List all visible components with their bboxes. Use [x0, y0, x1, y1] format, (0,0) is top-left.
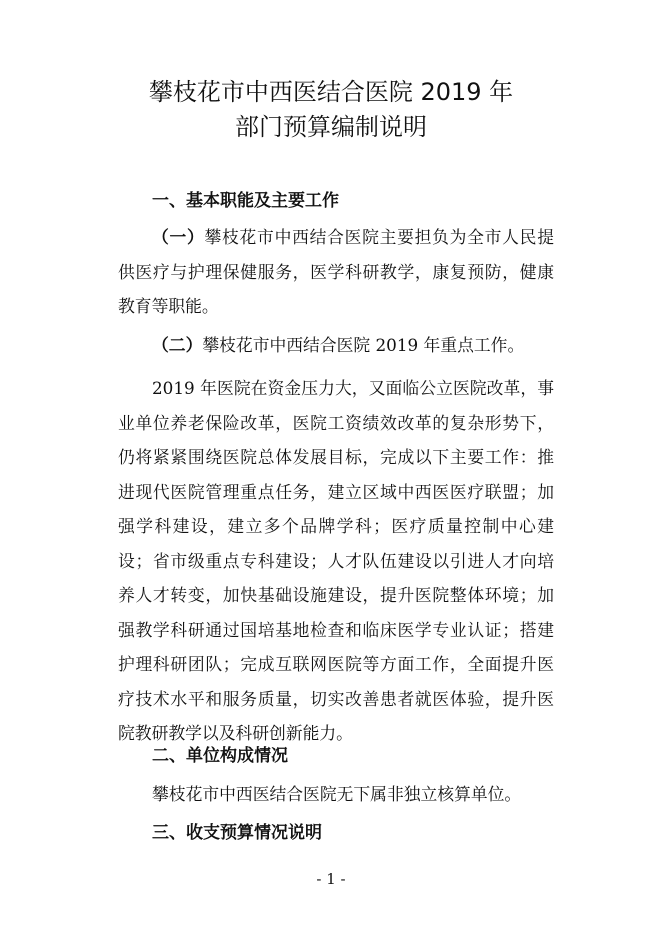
paragraph-functions-text: 攀枝花市中西结合医院主要担负为全市人民提供医疗与护理保健服务，医学科研教学，康复预防，健康教育等职能。 — [118, 227, 554, 316]
sub-label-2: （二） — [152, 335, 203, 355]
sub-heading-key-work-text: 攀枝花市中西结合医院 2019 年重点工作。 — [202, 335, 525, 355]
paragraph-functions — [118, 220, 554, 324]
document-title-line-2: 部门预算编制说明 — [235, 113, 427, 141]
sub-heading-key-work — [152, 332, 524, 356]
section-heading-unit-composition: 二、单位构成情况 — [152, 746, 288, 766]
section-heading-basic-functions: 一、基本职能及主要工作 — [152, 191, 339, 211]
document-title-line-1: 攀枝花市中西医结合医院 2019 年 — [148, 78, 514, 106]
sub-label-1: （一） — [152, 227, 205, 247]
section-heading-budget-description: 三、收支预算情况说明 — [152, 823, 322, 843]
paragraph-unit-composition: 攀枝花市中西医结合医院无下属非独立核算单位。 — [152, 784, 522, 804]
paragraph-2019-work: 2019 年医院在资金压力大，又面临公立医院改革，事业单位养老保险改革，医院工资绩效改革的复杂形势下，仍将紧紧围绕医院总体发展目标，完成以下主要工作：推进现代医院管理重点任务，建立区域中西医医疗联盟；加强学科建设，建立多个品牌学科；医疗质量控制中心建设；省市级重点专科建设；人才队伍建设以引进人才向培养人才转变，加快基础设施建设，提升医院整体环境；加强教学科研通过国培基地检查和临床医学专业认证；搭建护理科研团队；完成互联网医院等方面工作，全面提升医疗技术水平和服务质量，切实改善患者就医体验，提升医院教研教学以及科研创新能力。 — [118, 378, 554, 743]
page-number: - 1 - — [316, 870, 346, 888]
